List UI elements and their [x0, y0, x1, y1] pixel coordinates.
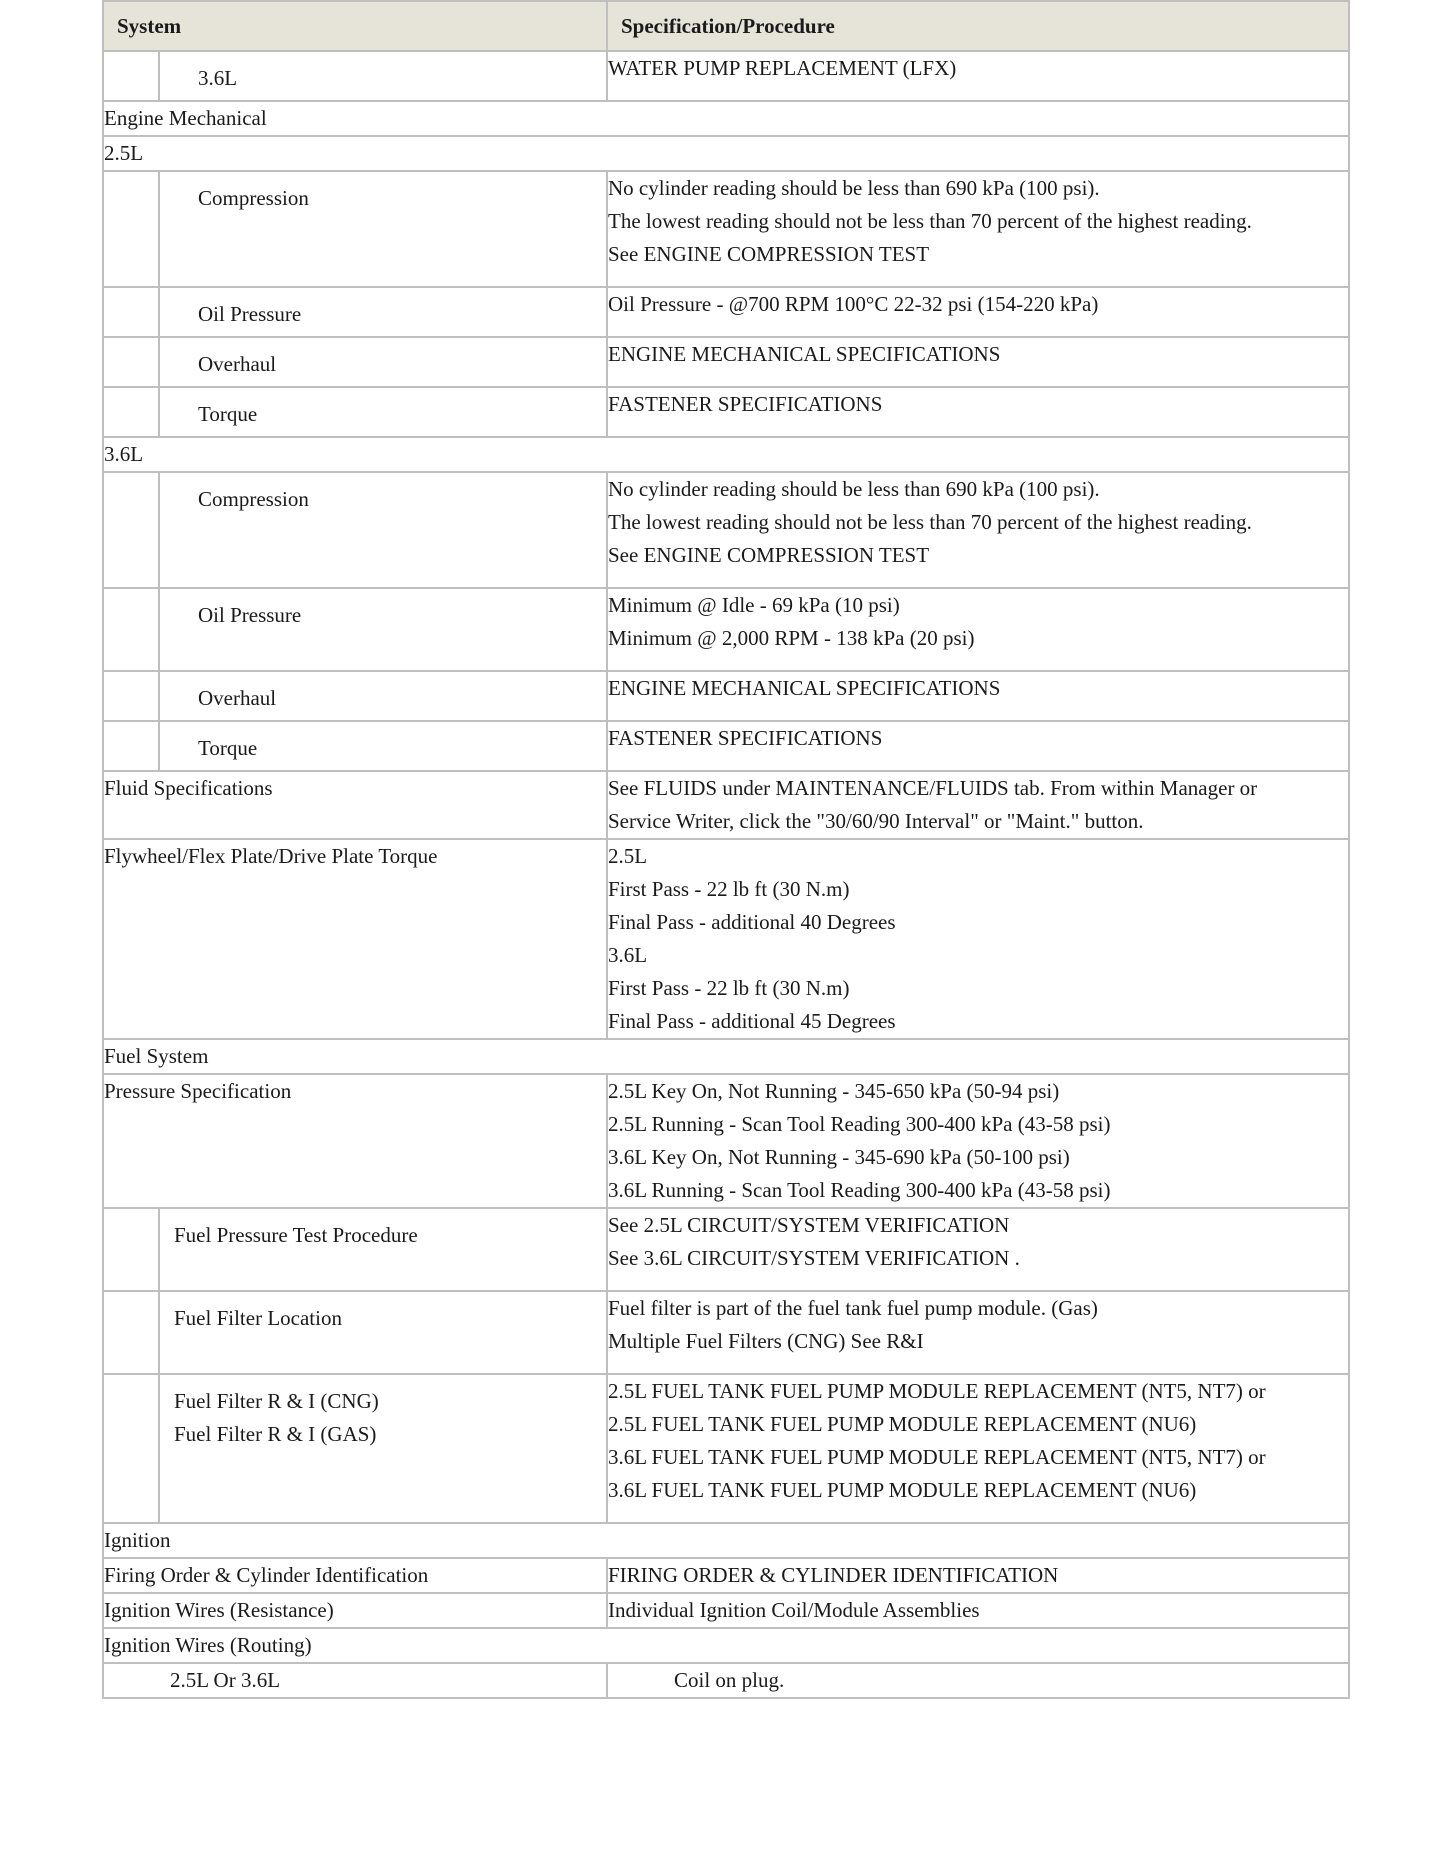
system-label: Torque [198, 402, 258, 426]
spec-text: 2.5L Running - Scan Tool Reading 300-400 kPa (43-58 psi) [608, 1112, 1111, 1136]
spec-text: 2.5L Key On, Not Running - 345-650 kPa (50-94 psi) [608, 1079, 1060, 1103]
spec-link[interactable]: WATER PUMP REPLACEMENT (LFX) [608, 56, 957, 80]
spec-text: Minimum @ 2,000 RPM - 138 kPa (20 psi) [608, 626, 975, 650]
table-row [103, 171, 1349, 287]
spec-link[interactable]: ENGINE MECHANICAL SPECIFICATIONS [608, 342, 1001, 366]
spec-text: No cylinder reading should be less than 690 kPa (100 psi). [608, 176, 1100, 200]
spec-text: Final Pass - additional 45 Degrees [608, 1009, 896, 1033]
system-label: 3.6L [198, 66, 238, 90]
system-label: Oil Pressure [198, 302, 302, 326]
table-header-row [103, 1, 1349, 51]
spec-text: 3.6L Running - Scan Tool Reading 300-400 kPa (43-58 psi) [608, 1178, 1111, 1202]
subsection-title: 2.5L [104, 141, 144, 165]
section-title: Fuel System [104, 1044, 209, 1068]
table-row [103, 1593, 1349, 1628]
section-row [103, 1039, 1349, 1074]
table-row [103, 721, 1349, 771]
section-title: Engine Mechanical [104, 106, 267, 130]
subsection-row [103, 1628, 1349, 1663]
table-row [103, 387, 1349, 437]
table-row [103, 287, 1349, 337]
table-row [103, 1558, 1349, 1593]
system-label: Overhaul [198, 686, 277, 710]
system-label: Fuel Filter R & I (GAS) [174, 1422, 377, 1446]
table-row [103, 1291, 1349, 1374]
spec-link[interactable]: See 2.5L CIRCUIT/SYSTEM VERIFICATION [608, 1213, 1010, 1237]
system-label: Compression [198, 487, 309, 511]
table-row [103, 337, 1349, 387]
spec-text: First Pass - 22 lb ft (30 N.m) [608, 877, 850, 901]
system-label: Overhaul [198, 352, 277, 376]
table-row [103, 1208, 1349, 1291]
spec-link[interactable]: See 3.6L CIRCUIT/SYSTEM VERIFICATION . [608, 1246, 1020, 1270]
spec-link[interactable]: See ENGINE COMPRESSION TEST [608, 242, 930, 266]
table-row [103, 1663, 1349, 1698]
section-row [103, 101, 1349, 136]
system-label: 2.5L Or 3.6L [170, 1668, 281, 1692]
spec-text: Oil Pressure - @700 RPM 100°C 22-32 psi (154-220 kPa) [608, 292, 1099, 316]
spec-text: Fuel filter is part of the fuel tank fuel pump module. (Gas) [608, 1296, 1098, 1320]
subsection-row [103, 136, 1349, 171]
spec-link[interactable]: 3.6L FUEL TANK FUEL PUMP MODULE REPLACEMENT (NT5, NT7) or [608, 1445, 1266, 1469]
system-column-header: System [103, 1, 607, 51]
spec-link[interactable]: ENGINE MECHANICAL SPECIFICATIONS [608, 676, 1001, 700]
table-row [103, 839, 1349, 1039]
system-label: Ignition Wires (Resistance) [104, 1598, 334, 1622]
spec-text: The lowest reading should not be less than 70 percent of the highest reading. [608, 510, 1252, 534]
system-label: Firing Order & Cylinder Identification [104, 1563, 429, 1587]
spec-link[interactable]: 3.6L FUEL TANK FUEL PUMP MODULE REPLACEMENT (NU6) [608, 1478, 1197, 1502]
spec-link[interactable]: 2.5L FUEL TANK FUEL PUMP MODULE REPLACEMENT (NU6) [608, 1412, 1197, 1436]
system-label: Fuel Pressure Test Procedure [174, 1223, 418, 1247]
system-label: Torque [198, 736, 258, 760]
spec-link[interactable]: 2.5L FUEL TANK FUEL PUMP MODULE REPLACEMENT (NT5, NT7) or [608, 1379, 1266, 1403]
spec-table [102, 0, 1350, 1699]
spec-text: See FLUIDS under MAINTENANCE/FLUIDS tab. From within Manager or [608, 776, 1258, 800]
table-row [103, 671, 1349, 721]
spec-text: No cylinder reading should be less than 690 kPa (100 psi). [608, 477, 1100, 501]
table-row [103, 472, 1349, 588]
spec-link[interactable]: See ENGINE COMPRESSION TEST [608, 543, 930, 567]
spec-column-header: Specification/Procedure [607, 1, 1349, 51]
spec-link[interactable]: Individual Ignition Coil/Module Assemblies [608, 1598, 980, 1622]
spec-text: 3.6L [608, 943, 648, 967]
spec-text: Service Writer, click the "30/60/90 Interval" or "Maint." button. [608, 809, 1144, 833]
spec-text: Multiple Fuel Filters (CNG) See R&I [608, 1329, 924, 1353]
system-label: Pressure Specification [104, 1079, 292, 1103]
subsection-title: 3.6L [104, 442, 144, 466]
spec-link[interactable]: FASTENER SPECIFICATIONS [608, 726, 883, 750]
table-row [103, 588, 1349, 671]
section-row [103, 1523, 1349, 1558]
system-label: Flywheel/Flex Plate/Drive Plate Torque [104, 844, 438, 868]
spec-link[interactable]: FIRING ORDER & CYLINDER IDENTIFICATION [608, 1563, 1059, 1587]
spec-text: Final Pass - additional 40 Degrees [608, 910, 896, 934]
system-label: Fuel Filter R & I (CNG) [174, 1389, 379, 1413]
spec-text: First Pass - 22 lb ft (30 N.m) [608, 976, 850, 1000]
section-title: Ignition [104, 1528, 171, 1552]
spec-text: 2.5L [608, 844, 648, 868]
spec-text: Minimum @ Idle - 69 kPa (10 psi) [608, 593, 900, 617]
system-label: Fuel Filter Location [174, 1306, 342, 1330]
subsection-title: Ignition Wires (Routing) [104, 1633, 312, 1657]
table-row [103, 1374, 1349, 1523]
table-row [103, 51, 1349, 101]
system-label: Compression [198, 186, 309, 210]
spec-link[interactable]: FASTENER SPECIFICATIONS [608, 392, 883, 416]
system-label: Oil Pressure [198, 603, 302, 627]
spec-text: The lowest reading should not be less than 70 percent of the highest reading. [608, 209, 1252, 233]
spec-text: 3.6L Key On, Not Running - 345-690 kPa (50-100 psi) [608, 1145, 1070, 1169]
spec-text: Coil on plug. [674, 1668, 785, 1692]
subsection-row [103, 437, 1349, 472]
system-label: Fluid Specifications [104, 776, 273, 800]
table-row [103, 1074, 1349, 1208]
table-row [103, 771, 1349, 839]
